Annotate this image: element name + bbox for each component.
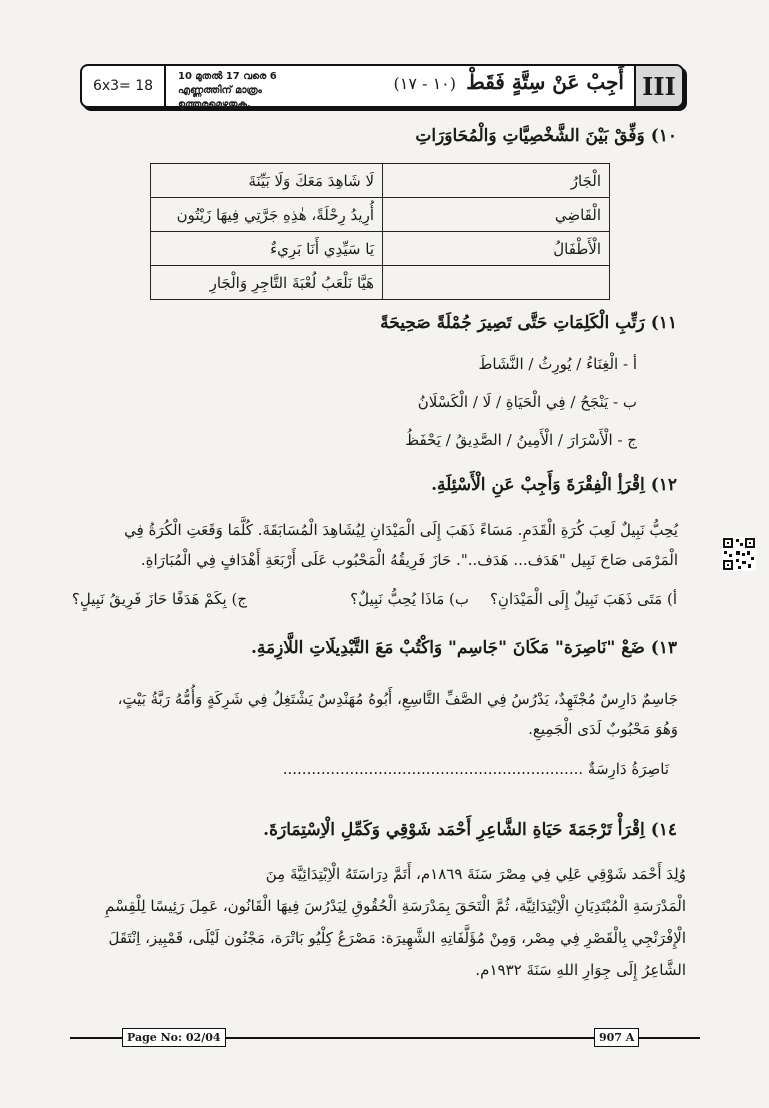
q12-heading	[431, 475, 677, 495]
person-cell: الْقَاضِي	[383, 198, 610, 232]
q11-number: ١١)	[650, 313, 677, 333]
q12-question-b: ب) مَاذَا يُحِبُّ نَبِيلٌ؟	[350, 590, 469, 608]
section-numeral: III	[634, 66, 682, 106]
q12-question-a: أ) مَتَى ذَهَبَ نَبِيلٌ إِلَى الْمَيْدَانِ؟	[489, 590, 677, 608]
q13-heading-text: ضَعْ "نَاصِرَة" مَكَانَ "جَاسِم" وَاكْتُبْ مَعَ التَّبْدِيلَاتِ اللَّازِمَةِ.	[251, 638, 645, 658]
q12-paragraph-line2: الْمَرْمَى صَاحَ نَبِيل "هَدَف... هَدَف..". حَازَ فَرِيقُهُ الْمَحْبُوب عَلَى أَرْبَعَةِ أَهْدَافٍ فِي الْمُبَارَاةِ.	[140, 551, 678, 569]
q10-match-table	[150, 163, 610, 300]
person-cell: الْأَطْفَالُ	[383, 232, 610, 266]
section-title: أَجِبْ عَنْ سِتَّةٍ فَقَطْ	[466, 70, 624, 94]
q13-line2: وَهُوَ مَحْبُوبٌ لَدَى الْجَمِيعِ.	[528, 720, 678, 738]
section-range: (١٠ - ١٧)	[393, 74, 456, 93]
q14-heading	[263, 820, 677, 840]
qr-code-icon	[722, 537, 756, 571]
person-cell: الْجَارُ	[383, 164, 610, 198]
q11-heading	[380, 313, 677, 333]
table-row	[151, 266, 610, 300]
table-row	[151, 232, 610, 266]
q11-heading-text: رَتِّبِ الْكَلِمَاتِ حَتَّى تَصِيرَ جُمْلَةً صَحِيحَةً	[380, 313, 645, 333]
q10-number: ١٠)	[650, 126, 677, 146]
dialogue-cell: لَا شَاهِدَ مَعَكَ وَلَا بَيِّنَةَ	[151, 164, 383, 198]
q10-heading-text: وَفِّقْ بَيْنَ الشَّخْصِيَّاتِ وَالْمُحَاوَرَاتِ	[415, 126, 645, 146]
q14-paragraph	[78, 858, 686, 986]
q12-paragraph	[78, 515, 678, 575]
q11-item-c: ج - الْأَسْرَارَ / الْأَمِينُ / الصَّدِيقُ / يَحْفَظُ	[405, 431, 637, 449]
section-banner	[80, 64, 684, 108]
q12-number: ١٢)	[650, 475, 677, 495]
q13-heading	[251, 638, 677, 658]
paper-code: 907 A	[594, 1028, 639, 1047]
person-cell	[383, 266, 610, 300]
dialogue-cell: هَيَّا نَلْعَبُ لُعْبَةَ التَّاجِرِ وَالْجَارِ	[151, 266, 383, 300]
q14-heading-text: اِقْرَأْ تَرْجَمَةَ حَيَاةِ الشَّاعِرِ أَحْمَد شَوْقِي وَكَمِّلِ الْاِسْتِمَارَةَ.	[263, 820, 645, 840]
q14-line3: الْإِفْرَنْجِي بِالْقَصْرِ فِي مِصْر، وَمِنْ مُؤَلَّفَاتِهِ الشَّهِيرَة: مَصْرَعُ كِلْيُو بَاتْرَة، مَجْنُون لَيْلَى، قَمْبِيز، اِنْتَقَلَ	[108, 929, 686, 947]
page-number: Page No: 02/04	[122, 1028, 226, 1047]
answer-dots: ...............................................................	[282, 760, 584, 778]
q13-answer-start: نَاصِرَةُ دَارِسَةٌ	[587, 760, 669, 778]
q14-line1: وُلِدَ أَحْمَد شَوْقِي عَلِي فِي مِصْرَ سَنَةَ ١٨٦٩م، أَتَمَّ دِرَاسَتَهُ الْاِبْتِدَائِيَّةَ مِنَ	[265, 865, 686, 883]
q13-line1: جَاسِمٌ دَارِسٌ مُجْتَهِدٌ، يَدْرُسُ فِي الصَّفِّ التَّاسِعِ، أَبُوهُ مُهَنْدِسٌ يَشْتَغِلُ فِي شَرِكَةٍ وَأُمُّهُ رَبَّةُ بَيْتٍ،	[117, 690, 678, 708]
section-instruction: 10 മുതൽ 17 വരെ 6 എണ്ണത്തിന് മാത്രം ഉത്തരമെഴുതുക.	[178, 71, 277, 110]
q10-heading	[415, 126, 677, 146]
q14-number: ١٤)	[650, 820, 677, 840]
table-row	[151, 164, 610, 198]
q11-item-b: ب - يَنْجَحُ / فِي الْحَيَاةِ / لَا / الْكَسْلَانُ	[417, 393, 637, 411]
table-row	[151, 198, 610, 232]
q11-item-a: أ - الْغِنَاءُ / يُورِثُ / النَّشَاطَ	[478, 355, 637, 373]
q12-heading-text: اِقْرَأِ الْفِقْرَةَ وَأَجِبْ عَنِ الْأَسْئِلَةِ.	[431, 475, 645, 495]
q12-paragraph-line1: يُحِبُّ نَبِيلٌ لَعِبَ كُرَةِ الْقَدَمِ. مَسَاءً ذَهَبَ إِلَى الْمَيْدَانِ لِيُشَاهِدَ الْمُسَابَقَةَ. كُلَّمَا وَقَعَتِ الْكُرَةُ فِي	[124, 521, 678, 539]
dialogue-cell: يَا سَيِّدِي أَنَا بَرِيءٌ	[151, 232, 383, 266]
q14-line2: الْمَدْرَسَةِ الْمُبْتَدِيَانِ الْاِبْتِدَائِيَّة، ثُمَّ الْتَحَقَ بِمَدْرَسَةِ الْحُقُوقِ لِيَدْرُسَ فِيهَا الْقَانُون، عَمِلَ رَئِيسًا لِلْقِسْمِ	[105, 897, 686, 915]
q13-number: ١٣)	[650, 638, 677, 658]
q14-line4: الشَّاعِرُ إِلَى جِوَارِ اللهِ سَنَةَ ١٩٣٢م.	[475, 961, 686, 979]
section-marks: 6x3= 18	[82, 66, 166, 106]
q12-question-c: ج) بِكَمْ هَدَفًا حَازَ فَرِيقُ نَبِيلٍ؟	[71, 590, 247, 608]
q13-paragraph	[78, 684, 678, 744]
dialogue-cell: أُرِيدُ رِحْلَةً، هٰذِهِ جَرَّتِي فِيهَا زَيْتُون	[151, 198, 383, 232]
q13-answer-line	[283, 760, 669, 778]
